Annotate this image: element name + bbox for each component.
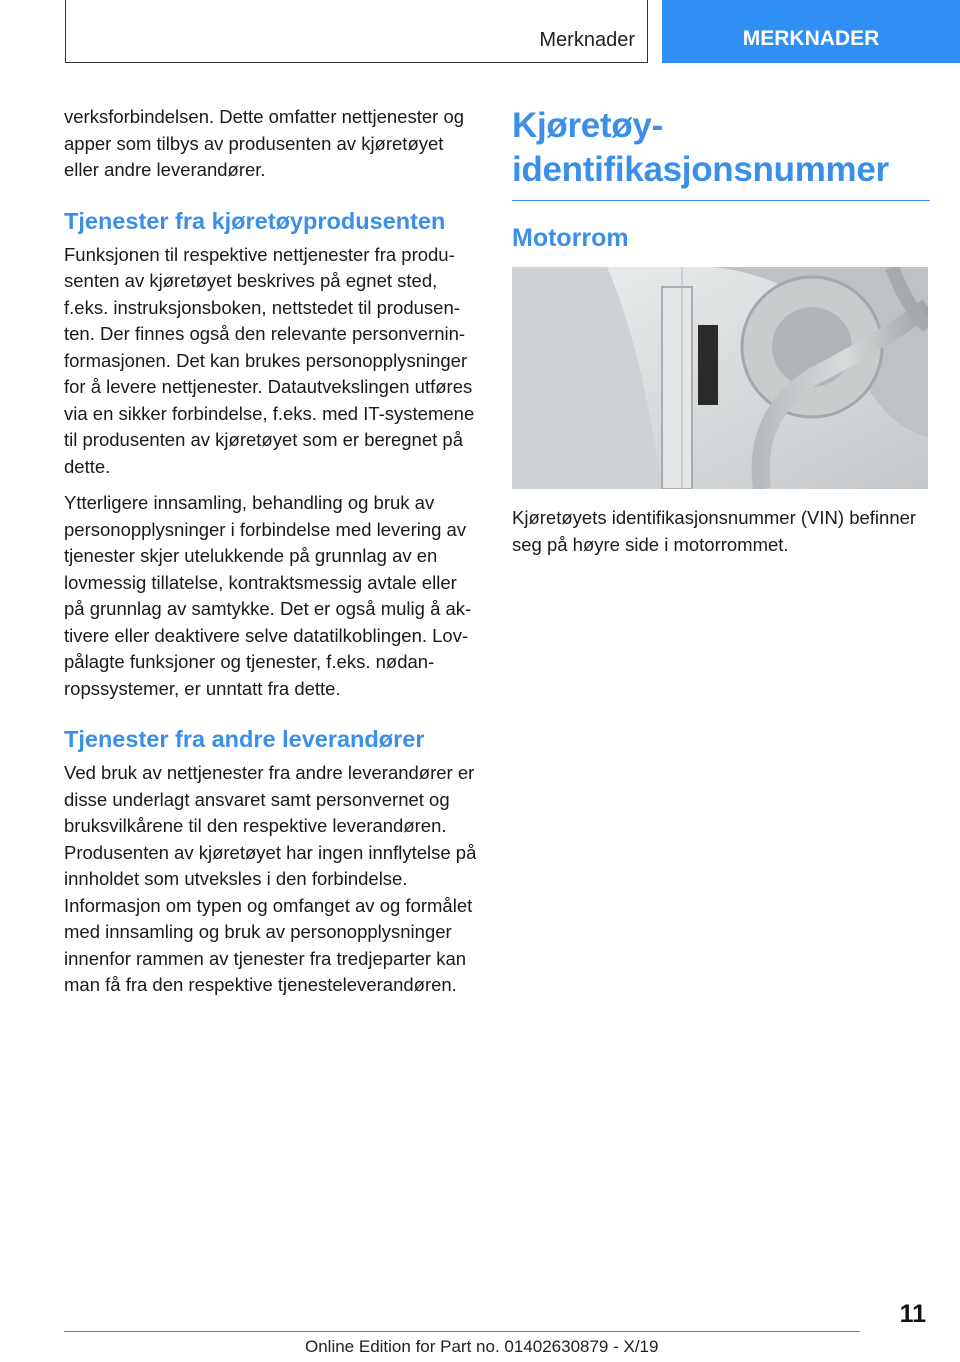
header-section-title: Merknader <box>539 29 635 51</box>
paragraph-other-providers: Ved bruk av nettjenester fra andre leverandører er disse underlagt ansvaret samt personvernet og bruksvilkårene til den respektive leverandøren. Produsenten av kjøretøyet har ingen innflytelse på innholdet som utveksles i den forbindelse. Informasjon om typen og omfanget av og formålet med innsamling og bruk av personopplysninger innenfor rammen av tjenester fra tredjeparter kan man få fra den respektive tjenesteleverandøren. <box>64 762 477 995</box>
caption-vin-location: Kjøretøyets identifikasjonsnummer (VIN) befinner seg på høyre side i motorrommet. <box>512 507 917 555</box>
footer-edition: Online Edition for Part no. 01402630879 - X/19 <box>305 1337 659 1356</box>
heading-vehicle-services: Tjenester fra kjøretøyprodusenten <box>64 207 446 234</box>
heading-vin-line1: Kjøretøy- <box>512 106 663 145</box>
footer-rule <box>64 1331 860 1332</box>
engine-bay-image <box>512 267 928 489</box>
heading-vin-line2: identifikasjonsnummer <box>512 150 889 189</box>
paragraph-intro: verksforbindelsen. Dette omfatter nettjenester og apper som tilbys av produsenten av kjøretøyet eller andre leverandører. <box>64 106 465 180</box>
left-column <box>64 104 482 1009</box>
paragraph-vehicle-services: Funksjonen til respektive nettjenester fra produsenten av kjøretøyet beskrives på egnet sted, f.eks. instruksjonsboken, nettstedet til produsenten. Der finnes også den relevante personverninformasjonen. Det kan brukes personopplysninger for å levere nettjenester. Datautvekslingen utføres via en sikker forbindelse, f.eks. med IT-systemene til produsenten av kjøretøyet som er beregnet på dette. <box>64 243 475 477</box>
paragraph-data-processing: Ytterligere innsamling, behandling og bruk av personopplysninger i forbindelse med levering av tjenester skjer utelukkende på grunnlag av en lovmessig tillatelse, kontraktsmessig avtale eller på grunnlag av samtykke. Det er også mulig å aktivere eller deaktivere selve datatilkoblingen. Lovpålagte funksjoner og tjenester, f.eks. nødanropssystemer, er unntatt fra dette. <box>64 492 472 699</box>
page-number: 11 <box>899 1300 926 1328</box>
engine-bay-illustration <box>512 267 928 489</box>
right-column <box>512 104 930 568</box>
heading-engine-bay: Motorrom <box>512 224 629 252</box>
heading-other-providers: Tjenester fra andre leverandører <box>64 726 425 752</box>
heading-vin <box>512 104 930 192</box>
header-chapter-tab[interactable]: MERKNADER <box>662 0 960 63</box>
heading-rule <box>512 200 930 201</box>
